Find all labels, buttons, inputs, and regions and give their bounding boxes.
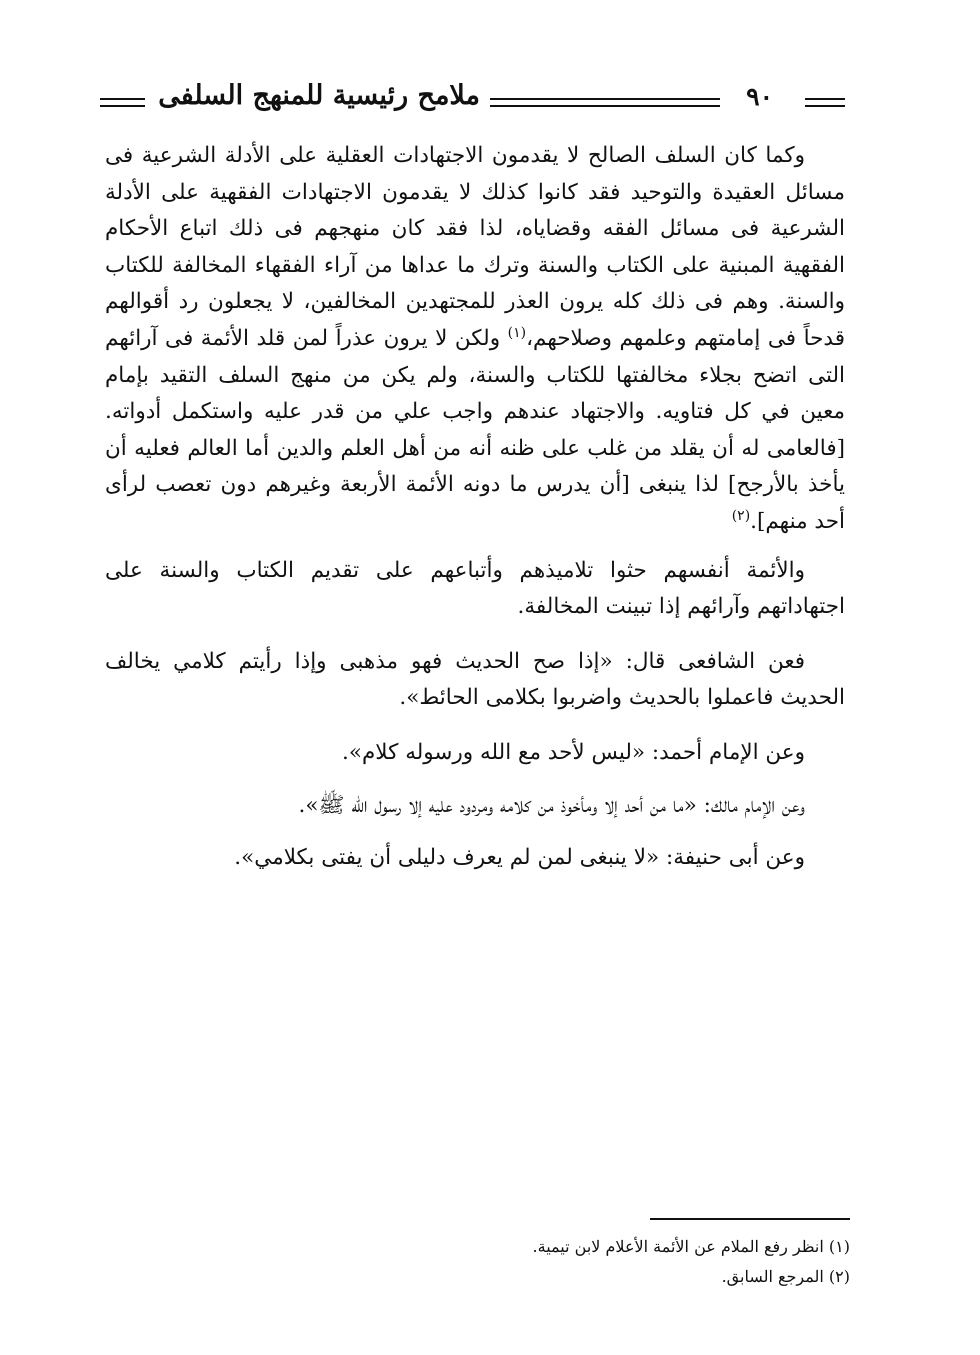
footnote-2: (٢) المرجع السابق. <box>721 1267 850 1286</box>
footnote-1: (١) انظر رفع الملام عن الأئمة الأعلام لابن تيمية. <box>532 1237 850 1256</box>
paragraph-5: وعن الإمام مالك: «ما من أحد إلا ومأخوذ من كلامه ومردود عليه إلا رسول الله ﷺ». <box>298 792 805 818</box>
paragraph-1-text: وكما كان السلف الصالح لا يقدمون الاجتهادات العقلية على الأدلة الشرعية فى مسائل العقيدة والتوحيد فقد كانوا كذلك لا يقدمون الاجتهادات الفقهية على الأدلة الشرعية فى مسائل الفقه وقضاياه، لذا فقد كان منهجهم فى ذلك اتباع الأحكام الفقهية المبنية على الكتاب والسنة وترك ما عداها من آراء الفقهاء المخالفة للكتاب والسنة. وهم فى ذلك كله يرون العذر للمجتهدين المخالفين، لا يجعلون رد أقوالهم قدحاً فى إمامتهم وعلمهم وصلاحهم، <box>105 143 845 351</box>
page-number: ٩٠ <box>746 82 773 111</box>
running-header <box>100 80 845 120</box>
paragraph-4: وعن الإمام أحمد: «ليس لأحد مع الله ورسوله كلام». <box>342 739 805 765</box>
footnote-separator <box>650 1218 850 1220</box>
main-text <box>105 138 845 893</box>
footnote-ref-2: (٢) <box>731 507 751 524</box>
running-title: ملامح رئيسية للمنهج السلفى <box>158 80 480 111</box>
paragraph-6: وعن أبى حنيفة: «لا ينبغى لمن لم يعرف دليلى أن يفتى بكلامي». <box>234 845 805 871</box>
paragraph-1-text-continued: ولكن لا يرون عذراً لمن قلد الأئمة فى آرائهم التى اتضح بجلاء مخالفتها للكتاب والسنة، ولم يكن من منهج السلف التقيد بإمام معين في كل فتاويه. والاجتهاد عندهم واجب علي من قدر عليه واستكمل أدواته. [فالعامى له أن يقلد من غلب على ظنه أنه من أهل العلم والدين أما العالم فعليه أن يأخذ بالأرجح] لذا ينبغى [أن يدرس ما دونه الأئمة الأربعة وغيرهم دون تعصب لرأى أحد منهم]. <box>105 325 845 534</box>
paragraph-1 <box>105 138 845 541</box>
paragraph-2: والأئمة أنفسهم حثوا تلاميذهم وأتباعهم على تقديم الكتاب والسنة على اجتهاداتهم وآرائهم إذا تبينت المخالفة. <box>105 557 845 620</box>
footnote-ref-1: (١) <box>507 324 527 341</box>
header-rule-middle <box>490 98 720 107</box>
header-rule-left <box>100 98 145 107</box>
paragraph-3: فعن الشافعى قال: «إذا صح الحديث فهو مذهبى وإذا رأيتم كلامي يخالف الحديث فاعملوا بالحديث واضربوا بكلامى الحائط». <box>105 648 845 711</box>
header-rule-right <box>805 98 845 107</box>
footnotes <box>150 1232 850 1292</box>
